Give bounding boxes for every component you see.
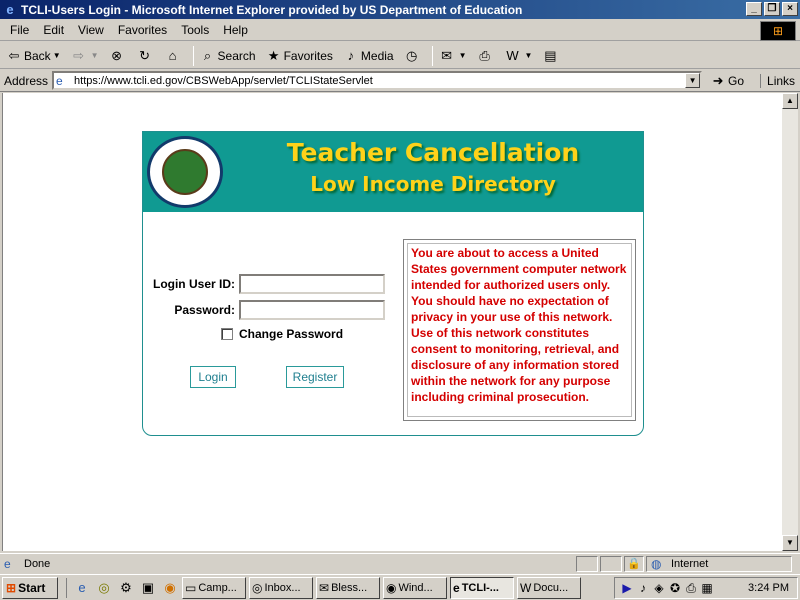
search-label: Search (217, 48, 256, 63)
menu-file[interactable]: File (10, 23, 30, 37)
address-dropdown-icon[interactable]: ▼ (685, 73, 700, 88)
volume-icon[interactable]: ♪ (640, 581, 646, 595)
ie-task-icon: e (453, 580, 460, 595)
menu-view[interactable]: View (78, 23, 104, 37)
warning-text: You are about to access a United States government computer network intended for authorized users only. You should have no expectation of privacy in your use of this network. Use of this network constitutes consent to monitoring, retrieval, and disclosure of any information stored within the network for any purpose including criminal prosecution. (407, 243, 632, 417)
page-title: Teacher Cancellation (286, 138, 580, 167)
toolbar (0, 43, 800, 69)
menu-favorites[interactable]: Favorites (117, 23, 168, 37)
minimize-button[interactable]: _ (746, 2, 762, 16)
tray-antivirus-icon[interactable]: ✪ (669, 581, 681, 595)
stop-icon: ⊗ (111, 47, 122, 63)
mail-icon: ✉ (441, 47, 453, 63)
windows-logo-icon: ⊞ (760, 21, 796, 41)
address-bar (0, 70, 800, 92)
media-launch-icon[interactable]: ◉ (164, 579, 176, 595)
media-icon: ♪ (347, 47, 355, 63)
task-campus[interactable] (182, 577, 246, 599)
page-icon: e (56, 73, 63, 88)
stop-button[interactable] (109, 48, 127, 64)
clock: 3:24 PM (748, 582, 789, 594)
folder-launch-icon[interactable]: ▣ (141, 579, 155, 595)
edit-button[interactable] (505, 48, 533, 64)
task-label: TCLI-... (461, 581, 499, 594)
task-document[interactable] (517, 577, 581, 599)
login-user-id-label: Login User ID: (152, 277, 235, 291)
tray-calendar-icon[interactable]: ▦ (701, 581, 713, 595)
tray-network-icon[interactable]: ◈ (654, 581, 664, 595)
window-controls (744, 2, 798, 16)
favorites-label: Favorites (283, 48, 333, 63)
address-label: Address (4, 73, 49, 88)
tray-printer-icon[interactable]: ⎙ (686, 580, 696, 595)
ie-icon: e (6, 1, 14, 17)
media-player-icon: ◉ (386, 580, 397, 595)
history-icon: ◷ (405, 47, 418, 63)
windows-flag-icon: ⊞ (6, 580, 17, 595)
security-zone (646, 556, 792, 572)
task-inbox[interactable] (249, 577, 313, 599)
ie-launch-icon[interactable]: e (78, 579, 86, 595)
page-viewport (2, 93, 782, 551)
status-cell (600, 556, 622, 572)
toolbar-separator (432, 46, 433, 66)
word-doc-icon: W (520, 580, 532, 595)
edit-dropdown-icon[interactable]: ▼ (524, 51, 533, 60)
forward-button[interactable] (71, 48, 99, 64)
status-text: Done (24, 557, 51, 570)
go-button[interactable] (710, 73, 744, 89)
task-label: Inbox... (264, 581, 301, 594)
search-button[interactable] (200, 48, 256, 64)
toolbar-separator (193, 46, 194, 66)
search-icon: ⌕ (203, 47, 212, 63)
scroll-down-icon[interactable]: ▼ (782, 535, 798, 551)
home-button[interactable] (165, 48, 183, 64)
lock-icon: 🔒 (624, 556, 644, 572)
refresh-icon: ↻ (139, 47, 150, 63)
window-icon: ▭ (185, 580, 197, 595)
warning-box (403, 239, 636, 421)
register-button[interactable]: Register (286, 366, 344, 388)
task-label: Docu... (533, 581, 569, 594)
task-bless[interactable] (316, 577, 380, 599)
vertical-scrollbar[interactable] (782, 93, 798, 551)
links-button[interactable]: Links (760, 74, 795, 88)
zone-label: Internet (671, 557, 709, 570)
task-label: Bless... (331, 581, 368, 594)
mail-client-icon: ◎ (252, 580, 263, 595)
password-label: Password: (174, 303, 235, 317)
status-text-area (4, 557, 574, 571)
tray-app-icon[interactable]: ▶ (622, 581, 632, 595)
back-label: Back (24, 48, 51, 63)
globe-icon: ◍ (651, 556, 662, 571)
task-windows[interactable] (383, 577, 447, 599)
back-arrow-icon: ⇦ (8, 47, 20, 63)
address-url: https://www.tcli.ed.gov/CBSWebApp/servlet/TCLIStateServlet (74, 74, 373, 87)
quick-launch (66, 578, 179, 598)
change-password-row (221, 327, 343, 341)
status-bar (0, 553, 800, 573)
close-button[interactable]: × (782, 2, 798, 16)
mail-button[interactable] (439, 48, 467, 64)
back-button[interactable] (6, 48, 61, 64)
tool-launch-icon[interactable]: ⚙ (120, 579, 132, 595)
banner (143, 132, 643, 212)
refresh-button[interactable] (137, 48, 155, 64)
go-arrow-icon: ➜ (712, 72, 724, 88)
address-input[interactable] (52, 71, 702, 90)
password-input[interactable] (239, 300, 385, 320)
change-password-label: Change Password (239, 327, 344, 341)
media-label: Media (360, 48, 394, 63)
login-user-id-input[interactable] (239, 274, 385, 294)
app-launch-icon[interactable]: ◎ (98, 579, 110, 595)
back-dropdown-icon[interactable]: ▼ (52, 51, 61, 60)
home-icon: ⌂ (168, 47, 177, 63)
envelope-icon: ✉ (319, 580, 330, 595)
menu-help[interactable]: Help (223, 23, 248, 37)
media-button[interactable] (343, 48, 394, 64)
print-button[interactable] (477, 48, 495, 64)
forward-dropdown-icon[interactable]: ▼ (90, 51, 99, 60)
change-password-checkbox[interactable] (221, 328, 233, 340)
status-cell (576, 556, 598, 572)
maximize-button[interactable]: ❐ (764, 2, 780, 16)
menu-edit[interactable]: Edit (43, 23, 65, 37)
task-label: Camp... (198, 581, 237, 594)
scroll-up-icon[interactable]: ▲ (782, 93, 798, 109)
login-button[interactable]: Login (190, 366, 236, 388)
document-icon: ▤ (544, 47, 557, 63)
mail-dropdown-icon[interactable]: ▼ (458, 51, 467, 60)
page-subtitle: Low Income Directory (310, 172, 556, 196)
taskbar (0, 574, 800, 600)
discuss-button[interactable] (542, 48, 560, 64)
go-label: Go (728, 73, 745, 88)
forward-arrow-icon: ⇨ (73, 47, 85, 63)
login-panel (142, 131, 644, 436)
menu-tools[interactable]: Tools (181, 23, 210, 37)
title-bar (0, 0, 800, 19)
menu-bar (0, 20, 800, 41)
word-icon: W (506, 47, 519, 63)
history-button[interactable] (404, 48, 422, 64)
page-done-icon: e (4, 556, 11, 571)
start-button[interactable] (2, 577, 58, 599)
window-title: TCLI-Users Login - Microsoft Internet Explorer provided by US Department of Education (21, 2, 523, 17)
start-label: Start (18, 580, 46, 595)
system-tray (614, 577, 798, 599)
task-tcli[interactable] (450, 577, 514, 599)
task-label: Wind... (398, 581, 433, 594)
print-icon: ⎙ (479, 47, 490, 63)
favorites-button[interactable] (266, 48, 333, 64)
favorites-icon: ★ (267, 47, 280, 63)
